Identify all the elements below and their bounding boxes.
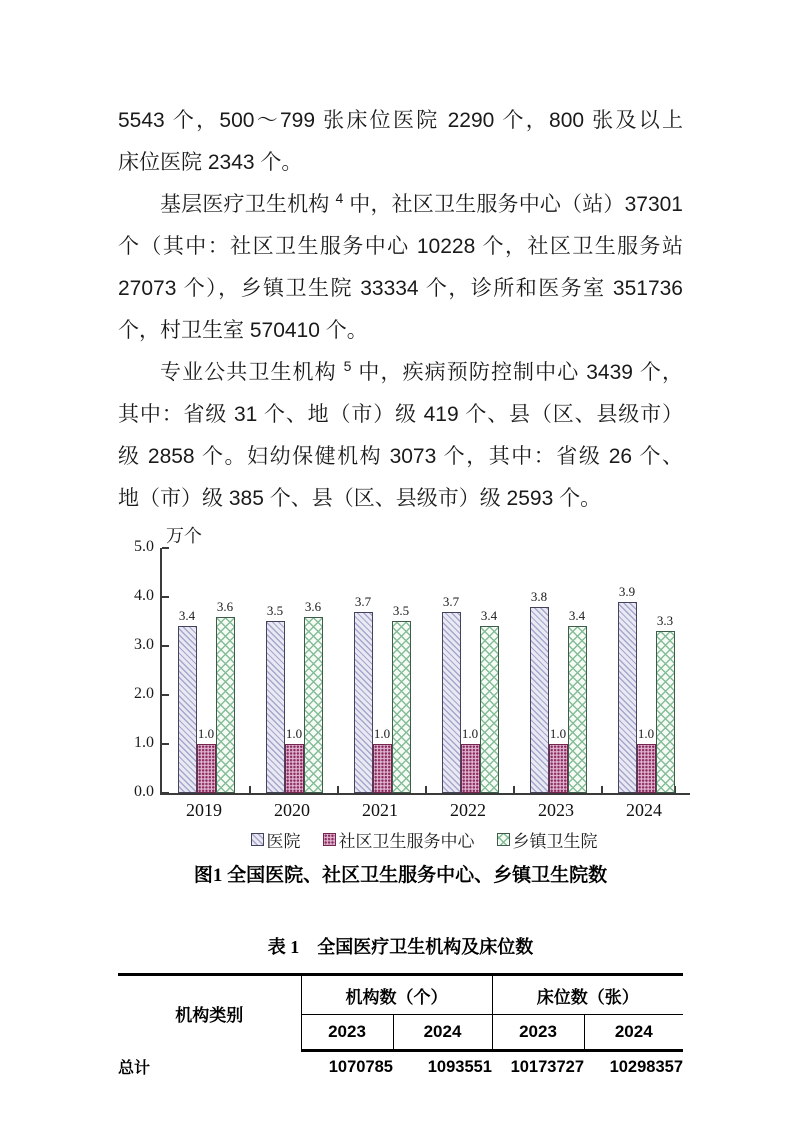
year-header: 2023 [492,1015,584,1051]
bar-group-2019 [162,599,250,793]
year-header: 2024 [584,1015,683,1051]
bar-column [442,594,461,793]
bar-column [266,603,285,793]
legend-label: 社区卫生服务中心 [338,832,475,851]
x-axis-label: 2020 [274,800,310,820]
legend-swatch-icon [497,833,510,846]
bar-乡镇卫生院 [304,617,323,793]
text-line: 5543 个，500～799 张床位医院 2290 个，800 张及以上 [118,109,683,132]
text-line: 专业公共卫生机构 $^5$ 中，疾病预防控制中心 3439 个， [160,358,683,384]
bar-column [373,726,392,793]
year-header: 2024 [393,1015,492,1051]
bar-社区卫生服务中心 [285,744,304,793]
text-line: 个（其中：社区卫生服务中心 10228 个，社区卫生服务站 [118,235,683,258]
bar-data-label: 1.0 [461,726,479,741]
chart-plot-area [134,538,690,801]
bar-医院 [442,612,461,793]
bar-社区卫生服务中心 [373,744,392,793]
text-line: 其中：省级 31 个、地（市）级 419 个、县（区、县级市） [118,403,683,426]
bar-data-label: 3.7 [442,594,460,609]
bar-group-2024 [602,584,690,793]
bar-column [637,726,656,793]
bar-乡镇卫生院 [216,617,235,793]
cell-value: 10298357 [609,1057,683,1076]
bar-医院 [354,612,373,793]
y-axis-tick-label: 0.0 [134,783,154,801]
footnote-marker: 5 [343,358,352,374]
bar-data-label: 3.5 [392,603,410,618]
chart-legend [160,827,688,852]
bar-column [618,584,637,793]
bar-column [530,589,549,793]
legend-item [497,827,598,852]
text-line: 级 2858 个。妇幼保健机构 3073 个，其中：省级 26 个、 [118,445,683,468]
bar-data-label: 3.4 [480,608,498,623]
table-row [118,1051,683,1083]
text-line: 基层医疗卫生机构 $^4$ 中，社区卫生服务中心（站）37301 [160,190,683,216]
bar-乡镇卫生院 [480,626,499,793]
bar-column [285,726,304,793]
y-axis-tick-label: 5.0 [134,538,154,556]
y-axis-tick-label: 2.0 [134,685,154,703]
bar-社区卫生服务中心 [637,744,656,793]
paragraph [118,184,683,352]
bar-column [461,726,480,793]
legend-swatch-icon [323,833,336,846]
bar-column [480,608,499,793]
text-line: 地（市）级 385 个、县（区、县级市）级 2593 个。 [118,487,602,510]
y-axis-unit-label: 万个 [166,526,202,546]
bar-乡镇卫生院 [392,621,411,793]
bar-医院 [530,607,549,793]
legend-label: 乡镇卫生院 [512,832,598,851]
footnote-marker: 4 [335,190,344,206]
y-axis-tick [162,547,169,549]
bar-column [197,726,216,793]
cell-value: 1093551 [427,1057,492,1076]
bar-data-label: 1.0 [197,726,215,741]
row-label-total: 总计 [118,1059,151,1077]
bar-社区卫生服务中心 [549,744,568,793]
bar-column [392,603,411,793]
bar-医院 [618,602,637,793]
bar-data-label: 3.4 [568,608,586,623]
y-axis-tick-label: 3.0 [134,636,154,654]
figure-caption: 图1 全国医院、社区卫生服务中心、乡镇卫生院数 [193,865,608,886]
body-text [118,100,683,520]
bar-data-label: 3.6 [216,599,234,614]
bar-column [549,726,568,793]
x-axis-label: 2023 [538,800,574,820]
bar-column [354,594,373,793]
bar-data-label: 3.3 [656,613,674,628]
bar-社区卫生服务中心 [461,744,480,793]
x-axis-label: 2022 [450,800,486,820]
bar-data-label: 3.6 [304,599,322,614]
text-line: 个，村卫生室 570410 个。 [118,319,368,342]
legend-swatch-icon [251,833,264,846]
table-1 [118,973,683,1082]
bar-column [216,599,235,793]
bar-data-label: 3.4 [178,608,196,623]
bar-社区卫生服务中心 [197,744,216,793]
bar-data-label: 3.5 [266,603,284,618]
legend-item [323,827,475,852]
legend-item [251,827,301,852]
bar-data-label: 1.0 [285,726,303,741]
x-axis-label: 2024 [626,800,662,820]
bar-group-2022 [426,594,514,793]
cell-value: 10173727 [510,1057,584,1076]
column-group-beds: 床位数（张） [492,975,683,1015]
text-line: 27073 个），乡镇卫生院 33334 个，诊所和医务室 351736 [118,277,683,300]
bar-group-2020 [250,599,338,793]
x-axis-label: 2021 [362,800,398,820]
bar-data-label: 3.7 [354,594,372,609]
bar-column [568,608,587,793]
bar-column [304,599,323,793]
table-header-row-groups [118,975,683,1015]
bar-data-label: 3.9 [618,584,636,599]
bar-column [656,613,675,793]
x-axis-label: 2019 [186,800,222,820]
legend-label: 医院 [266,832,301,851]
figure-1-chart [118,522,683,887]
bar-data-label: 3.8 [530,589,548,604]
year-header: 2023 [301,1015,393,1051]
bar-医院 [178,626,197,793]
bar-data-label: 1.0 [637,726,655,741]
x-axis-labels [160,795,688,821]
paragraph [118,352,683,520]
bar-data-label: 1.0 [549,726,567,741]
cell-value: 1070785 [328,1057,393,1076]
column-header-category: 机构类别 [118,975,301,1051]
bar-column [178,608,197,793]
column-group-institutions: 机构数（个） [301,975,492,1015]
bar-group-2023 [514,589,602,793]
y-axis-tick [162,596,169,598]
table-title: 表 1 全国医疗卫生机构及床位数 [267,937,534,957]
bar-data-label: 1.0 [373,726,391,741]
y-axis-tick-label: 1.0 [134,734,154,752]
page-content [118,0,683,1082]
bar-乡镇卫生院 [568,626,587,793]
y-axis-tick-label: 4.0 [134,587,154,605]
paragraph [118,100,683,184]
bar-group-2021 [338,594,426,793]
bar-乡镇卫生院 [656,631,675,793]
bar-医院 [266,621,285,793]
text-line: 床位医院 2343 个。 [118,151,303,174]
bar-groups [162,584,690,793]
